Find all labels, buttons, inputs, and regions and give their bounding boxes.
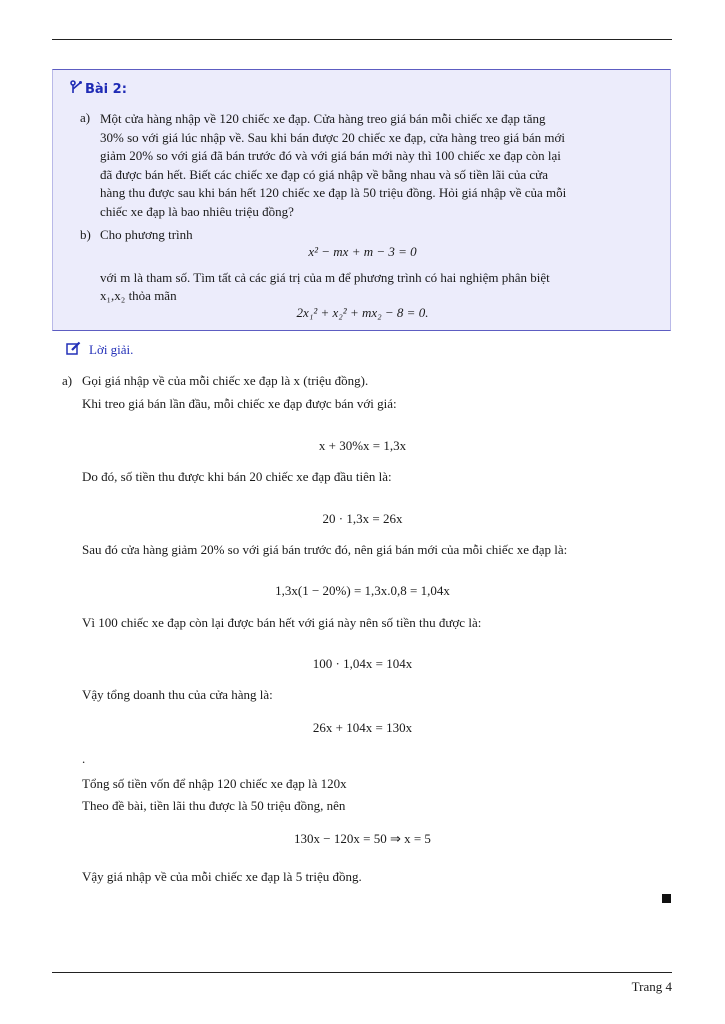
solution-equation: 20 · 1,3x = 26x: [322, 511, 403, 526]
solution-line: Tổng số tiền vốn để nhập 120 chiếc xe đạp là 120x: [82, 776, 347, 791]
solution-line: Vì 100 chiếc xe đạp còn lại được bán hết với giá này nên số tiền thu được là:: [82, 615, 482, 630]
solution-heading: Lời giải.: [66, 341, 133, 359]
solution-equation: 1,3x(1 − 20%) = 1,3x.0,8 = 1,04x: [275, 583, 450, 598]
solution-line: Do đó, số tiền thu được khi bán 20 chiếc xe đạp đầu tiên là:: [82, 469, 392, 484]
part-a-line: 30% so với giá lúc nhập về. Sau khi bán được 20 chiếc xe đạp, cửa hàng treo giá bán mới: [100, 129, 566, 145]
problem-title: Bài 2:: [69, 80, 127, 98]
solution-line: .: [82, 751, 86, 766]
solution-equation: 130x − 120x = 50 ⇒ x = 5: [294, 831, 431, 846]
solution-part-a-label: a): [62, 373, 73, 388]
qed-square: [662, 894, 671, 903]
problem-box: [52, 69, 671, 331]
equation-2: 2x₁² + x₂² + mx₂ − 8 = 0.: [296, 305, 429, 320]
solution-equation: 26x + 104x = 130x: [312, 720, 413, 735]
page-number: Trang 4: [631, 979, 672, 994]
part-b-line-1: với m là tham số. Tìm tất cả các giá trị của m để phương trình có hai nghiệm phân biệt: [100, 270, 550, 285]
part-a-label: a): [80, 110, 91, 125]
solution-line: Gọi giá nhập về của mỗi chiếc xe đạp là x (triệu đồng).: [82, 373, 369, 388]
part-a-line: hàng thu được sau khi bán hết 120 chiếc xe đạp là 50 triệu đồng. Hỏi giá nhập về của mỗi: [100, 185, 567, 200]
solution-line: Theo đề bài, tiền lãi thu được là 50 triệu đồng, nên: [82, 798, 346, 813]
pencil-compass-icon: [69, 80, 83, 98]
solution-line: Vậy tổng doanh thu của cửa hàng là:: [82, 687, 273, 702]
part-b-label: b): [80, 227, 91, 242]
part-b-line-2: x₁,x₂ thỏa mãn: [100, 288, 177, 303]
part-a-line: đã được bán hết. Biết các chiếc xe đạp có giá nhập về bằng nhau và số tiền lãi của cửa: [100, 166, 548, 182]
part-a-line: chiếc xe đạp là bao nhiêu triệu đồng?: [100, 203, 294, 219]
part-b-intro: Cho phương trình: [100, 227, 193, 242]
footer-rule: [52, 972, 672, 973]
solution-line: Khi treo giá bán lần đầu, mỗi chiếc xe đạp được bán với giá:: [82, 396, 397, 411]
edit-icon: [66, 341, 81, 359]
equation-1: x² − mx + m − 3 = 0: [308, 244, 417, 259]
solution-equation: x + 30%x = 1,3x: [318, 438, 407, 453]
part-a-line: giảm 20% so với giá đã bán trước đó và với giá bán mới này thì 100 chiếc xe đạp còn lại: [100, 148, 561, 163]
part-a-line: Một cửa hàng nhập về 120 chiếc xe đạp. Cửa hàng treo giá bán mỗi chiếc xe đạp tăng: [100, 111, 546, 126]
solution-line: Sau đó cửa hàng giảm 20% so với giá bán trước đó, nên giá bán mới của mỗi chiếc xe đạp là:: [82, 542, 568, 557]
part-a-text: [100, 110, 656, 221]
header-rule: [52, 39, 672, 40]
solution-line: Vậy giá nhập về của mỗi chiếc xe đạp là 5 triệu đồng.: [82, 869, 362, 884]
solution-equation: 100 · 1,04x = 104x: [312, 656, 413, 671]
